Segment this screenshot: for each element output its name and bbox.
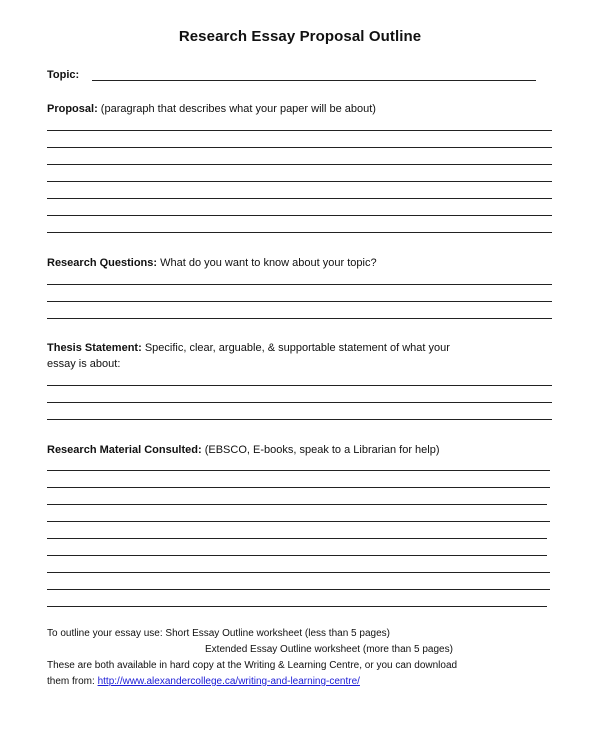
footer-line-3: These are both available in hard copy at the Writing & Learning Centre, or you can download	[47, 660, 458, 671]
proposal-label: Proposal:	[47, 103, 98, 115]
materials-heading	[47, 443, 440, 457]
proposal-line[interactable]	[47, 147, 552, 148]
proposal-line[interactable]	[47, 232, 552, 233]
research-questions-line[interactable]	[47, 318, 552, 319]
footer-line-4	[47, 675, 360, 689]
thesis-heading-cont	[47, 357, 120, 371]
footer-line-2: Extended Essay Outline worksheet (more than 5 pages)	[205, 644, 453, 655]
thesis-line[interactable]	[47, 385, 552, 386]
materials-description: (EBSCO, E-books, speak to a Librarian for help)	[204, 444, 440, 456]
thesis-heading	[47, 341, 450, 355]
footer-link-prefix: them from:	[47, 676, 95, 687]
materials-line[interactable]	[47, 555, 547, 556]
materials-line[interactable]	[47, 572, 550, 573]
page-title: Research Essay Proposal Outline	[178, 28, 422, 45]
topic-label: Topic:	[47, 69, 80, 81]
research-questions-label: Research Questions:	[47, 257, 158, 269]
proposal-line[interactable]	[47, 215, 552, 216]
research-questions-heading	[47, 256, 377, 270]
proposal-line[interactable]	[47, 198, 552, 199]
proposal-description: (paragraph that describes what your paper will be about)	[100, 103, 376, 115]
materials-line[interactable]	[47, 521, 550, 522]
topic-answer-line[interactable]	[92, 80, 536, 81]
thesis-description-line1: Specific, clear, arguable, & supportable statement of what your	[144, 342, 450, 354]
writing-centre-link[interactable]: http://www.alexandercollege.ca/writing-and-learning-centre/	[97, 676, 360, 687]
proposal-line[interactable]	[47, 130, 552, 131]
thesis-description-line2: essay is about:	[47, 358, 121, 370]
footer-line-1: To outline your essay use: Short Essay Outline worksheet (less than 5 pages)	[47, 628, 390, 639]
materials-line[interactable]	[47, 538, 547, 539]
research-questions-description: What do you want to know about your topic?	[160, 257, 377, 269]
materials-line[interactable]	[47, 504, 547, 505]
materials-line[interactable]	[47, 589, 550, 590]
materials-line[interactable]	[47, 470, 550, 471]
research-questions-line[interactable]	[47, 301, 552, 302]
proposal-line[interactable]	[47, 181, 552, 182]
materials-line[interactable]	[47, 487, 550, 488]
thesis-line[interactable]	[47, 402, 552, 403]
research-questions-line[interactable]	[47, 284, 552, 285]
proposal-heading	[47, 102, 376, 116]
thesis-line[interactable]	[47, 419, 552, 420]
topic-label-row	[47, 68, 79, 82]
materials-line[interactable]	[47, 606, 547, 607]
proposal-line[interactable]	[47, 164, 552, 165]
thesis-label: Thesis Statement:	[47, 342, 142, 354]
materials-label: Research Material Consulted:	[47, 444, 202, 456]
